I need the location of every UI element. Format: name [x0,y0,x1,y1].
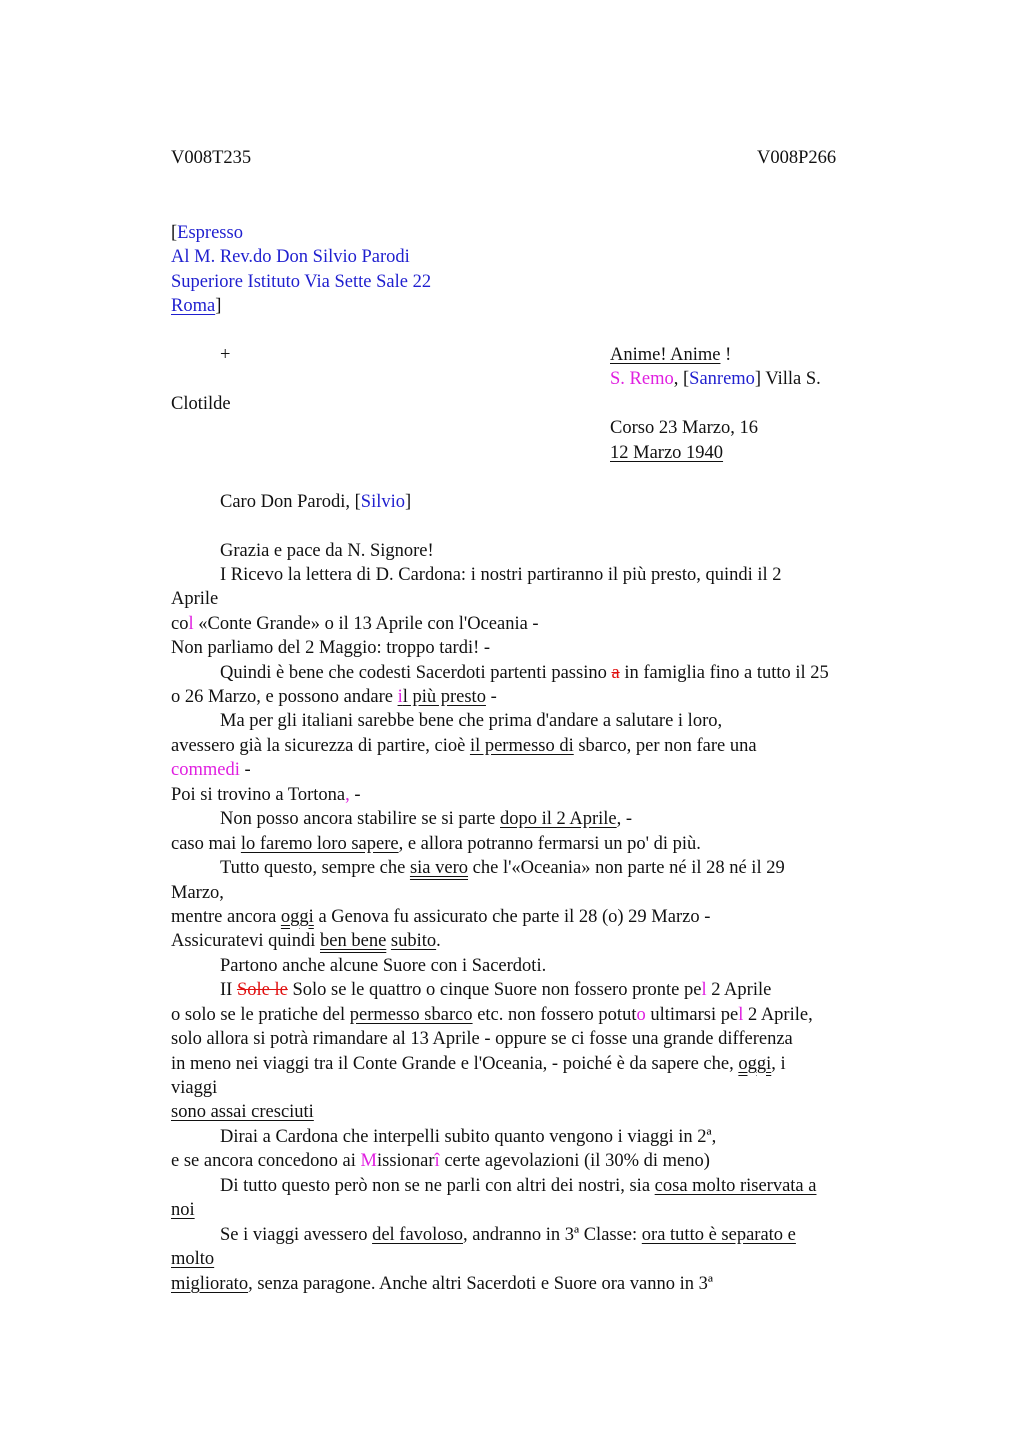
place-normalized: Sanremo [689,369,755,389]
body-line: Marzo, [171,883,224,903]
body-line [171,1003,813,1027]
double-underlined-text: oggi [280,907,314,927]
body-line [171,734,757,758]
text: in meno nei viaggi tra il Conte Grande e l'Oceania, - poiché è da sapere che, [171,1054,739,1074]
text: «Conte Grande» o il 13 Aprile con l'Oceania - [193,614,539,634]
text: Se i viaggi avessero [220,1225,373,1245]
underlined-text: cosa molto riservata a [654,1176,817,1196]
place-rest: ] Villa S. [754,369,821,389]
text: o 26 Marzo, e possono andare [171,687,398,707]
text: caso mai [171,834,241,854]
deletion: Sole le [236,980,288,1000]
body-line [220,661,829,685]
body-line: sono assai cresciuti [171,1102,314,1122]
double-underlined-text: oggi [738,1054,772,1074]
text: avessero già la sicurezza di partire, cioè [171,736,470,756]
text: Di tutto questo però non se ne parli con altri dei nostri, sia [220,1176,655,1196]
body-line: molto [171,1249,215,1269]
text: certe agevolazioni (il 30% di meno) [439,1151,710,1171]
address-line-3: Superiore Istituto Via Sette Sale 22 [171,272,432,292]
body-line [171,929,441,953]
text: co [171,614,189,634]
underlined-text: ora tutto è separato e [641,1225,796,1245]
body-line [220,1174,816,1198]
body-line [220,1223,796,1247]
text: - [349,785,361,805]
address-line-1 [171,221,243,245]
text: , i [771,1054,786,1074]
text: e se ancora concedono ai [171,1151,361,1171]
text: , e allora potranno fermarsi un po' di più. [398,834,701,854]
text: Assicuratevi quindi [171,931,321,951]
address-line-4 [171,294,221,318]
body-line: Grazia e pace da N. Signore! [220,541,434,561]
underlined-text: del favoloso [372,1225,464,1245]
body-line: Dirai a Cardona che interpelli subito quanto vengono i viaggi in 2ª, [220,1127,717,1147]
double-underlined-text: ben bene [320,931,387,951]
motto [610,343,731,367]
double-underlined-text: sia vero [409,858,469,878]
text: mentre ancora [171,907,281,927]
body-line: viaggi [171,1078,218,1098]
text: a Genova fu assicurato che parte il 28 (o) 29 Marzo - [313,907,711,927]
place-sep: , [ [673,369,690,389]
text: o solo se le pratiche del [171,1005,350,1025]
body-line: I Ricevo la lettera di D. Cardona: i nostri partiranno il più presto, quindi il 2 [220,565,782,585]
greeting-name: Silvio [360,492,406,512]
underlined-text: permesso sbarco [349,1005,473,1025]
text: etc. non fossero potut [472,1005,637,1025]
correction: commedi [171,760,240,780]
greeting [220,490,411,514]
underlined-text: il permesso di [469,736,574,756]
correction: o [636,1005,646,1025]
body-line: Ma per gli italiani sarebbe bene che prima d'andare a salutare i loro, [220,711,723,731]
motto-text: Anime! Anime [610,345,721,365]
place-continuation: Clotilde [171,394,231,414]
deletion: a [611,663,620,683]
text: 2 Aprile [706,980,772,1000]
correction: l [701,980,707,1000]
text: Non posso ancora stabilire se si parte [220,809,500,829]
body-line [171,612,539,636]
body-line [171,832,701,856]
text: in famiglia fino a tutto il 25 [619,663,829,683]
text: ultimarsi pe [645,1005,739,1025]
body-line [171,758,251,782]
archive-code-right: V008P266 [757,148,837,168]
bracket: [ [171,223,178,243]
body-line [220,978,771,1002]
body-line [171,783,361,807]
city-name: Roma [171,296,216,316]
correction: l [738,1005,744,1025]
body-line [171,1149,710,1173]
bracket: ] [215,296,222,316]
underlined-text: subito [390,931,437,951]
text: Tutto questo, sempre che [220,858,410,878]
text: Quindi è bene che codesti Sacerdoti partenti passino [220,663,612,683]
letter-date: 12 Marzo 1940 [610,443,724,463]
body-line: noi [171,1200,195,1220]
correction: i [397,687,403,707]
address-line-2: Al M. Rev.do Don Silvio Parodi [171,247,410,267]
body-line [171,905,710,929]
correction: î [434,1151,440,1171]
text: issionar [376,1151,435,1171]
body-line: Aprile [171,589,219,609]
text: - [239,760,251,780]
text: , - [616,809,633,829]
text: 2 Aprile, [743,1005,813,1025]
body-line [171,685,497,709]
underlined-text: l più presto [402,687,486,707]
bracket: ] [405,492,412,512]
correction: M [360,1151,377,1171]
text: , andranno in 3ª Classe: [463,1225,642,1245]
underlined-text: dopo il 2 Aprile [500,809,617,829]
express-label: Espresso [177,223,243,243]
text: . [436,931,441,951]
body-line [171,1052,786,1076]
correction: , [345,785,350,805]
text: , senza paragone. Anche altri Sacerdoti e Suore ora vanno in 3ª [248,1274,713,1294]
text: sbarco, per non fare una [573,736,757,756]
body-line [220,807,632,831]
place-original: S. Remo [610,369,674,389]
body-line: Partono anche alcune Suore con i Sacerdoti. [220,956,547,976]
text: che l'«Oceania» non parte né il 28 né il 29 [468,858,785,878]
text: - [485,687,497,707]
cross-symbol: + [220,345,231,365]
text: II [220,980,237,1000]
body-line: solo allora si potrà rimandare al 13 Aprile - oppure se ci fosse una grande differenza [171,1029,793,1049]
greeting-text: Caro Don Parodi, [ [220,492,361,512]
body-line: Non parliamo del 2 Maggio: troppo tardi! - [171,638,491,658]
body-line [220,856,785,880]
correction: l [188,614,194,634]
archive-code-left: V008T235 [171,148,252,168]
motto-punct: ! [720,345,732,365]
street-address: Corso 23 Marzo, 16 [610,418,758,438]
underlined-text: migliorato [171,1274,249,1294]
place-line [610,367,821,391]
text: Solo se le quattro o cinque Suore non fossero pronte pe [287,980,702,1000]
text: Poi si trovino a Tortona [171,785,346,805]
body-line [171,1272,713,1296]
underlined-text: lo faremo loro sapere [240,834,399,854]
